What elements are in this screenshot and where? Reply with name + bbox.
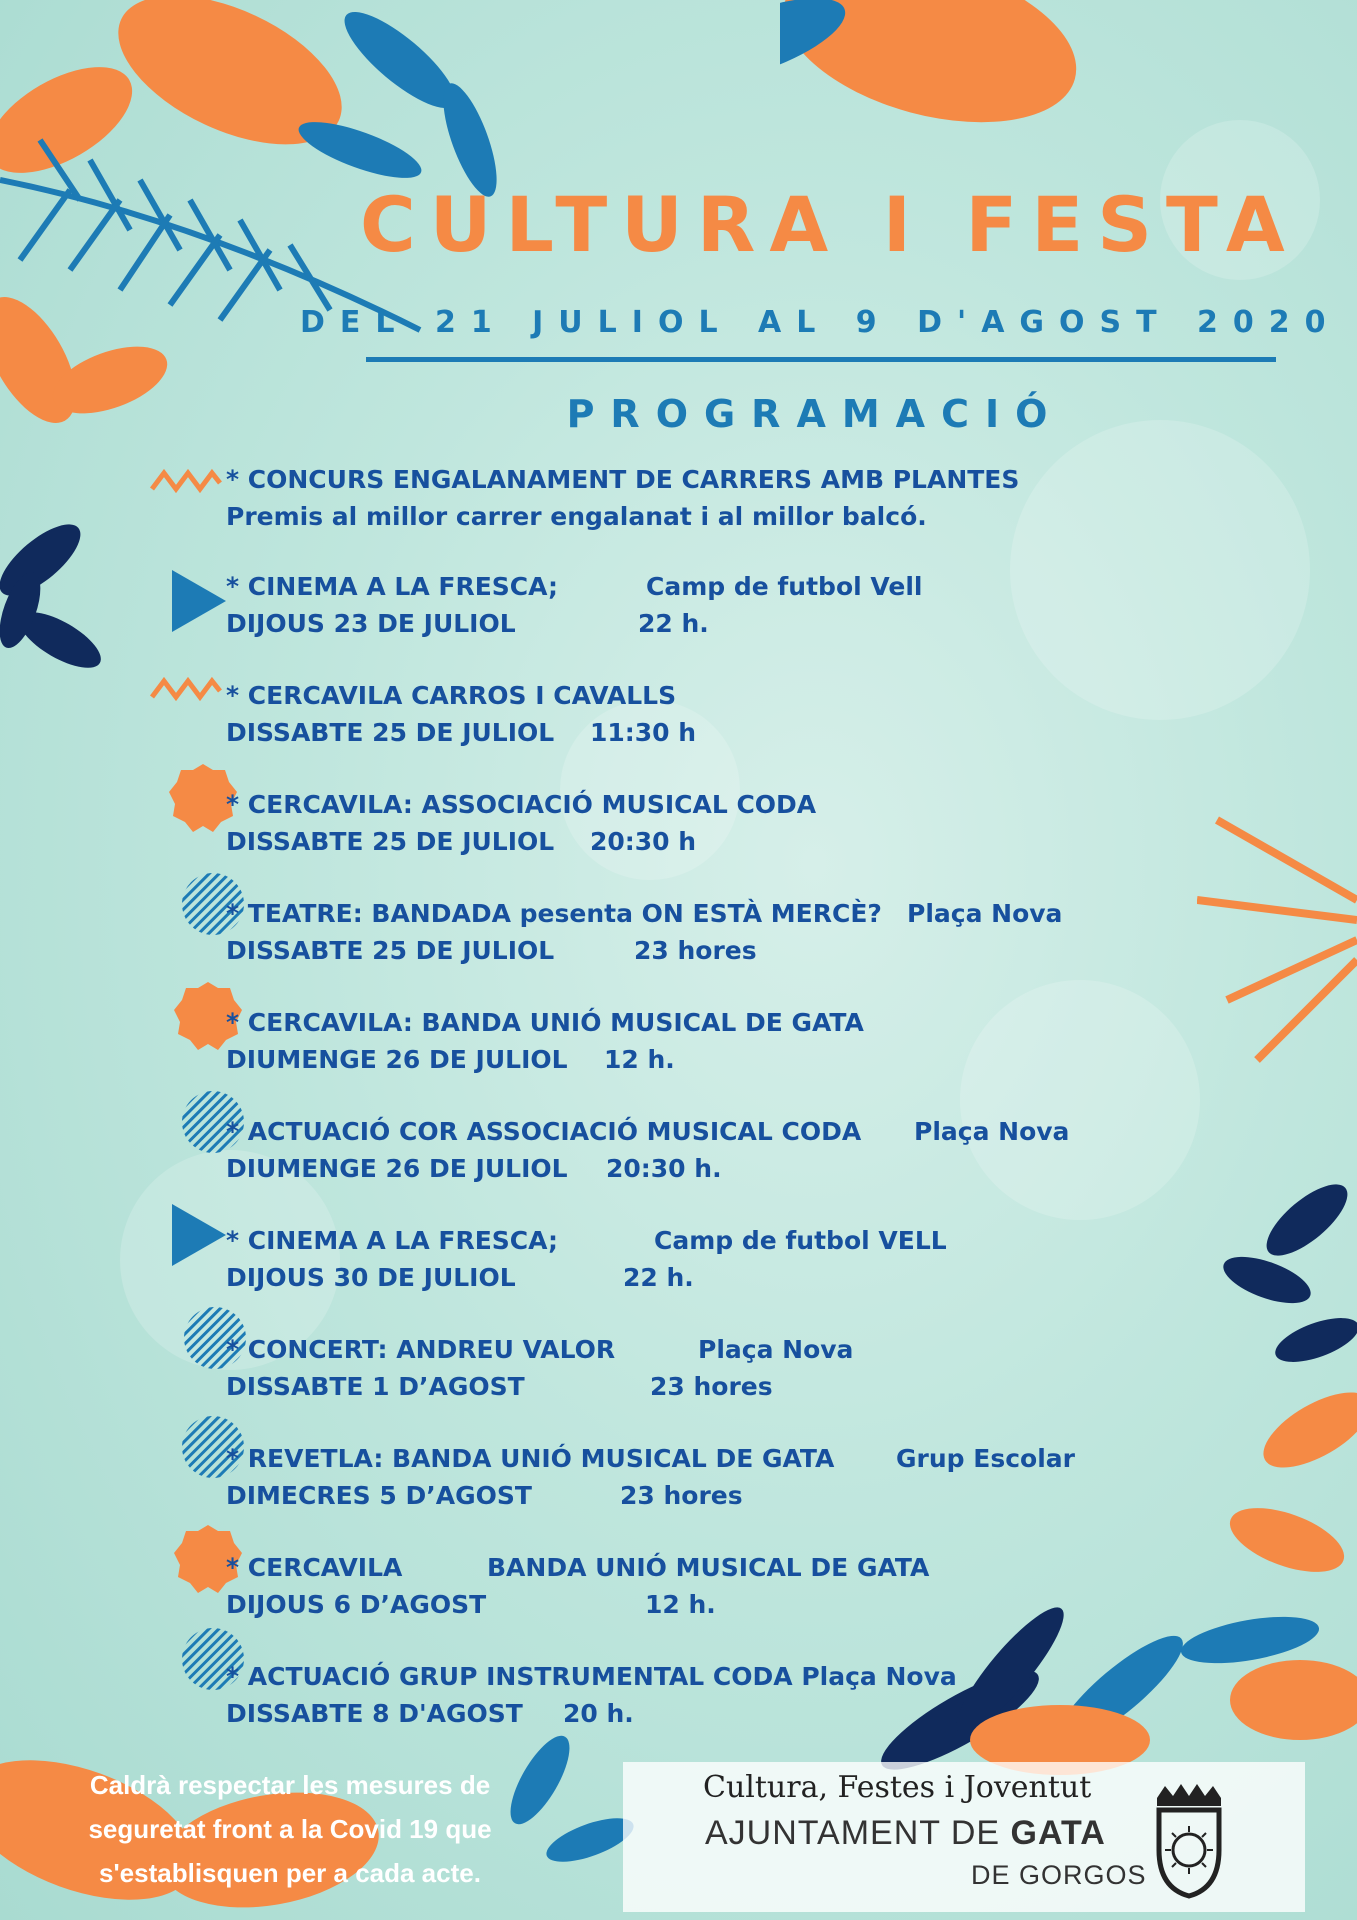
event-time: 20:30 h xyxy=(590,827,697,856)
date-range-subtitle: DEL 21 JULIOL AL 9 D'AGOST 2020 xyxy=(300,305,1341,340)
event-title: * CINEMA A LA FRESCA; xyxy=(226,572,558,601)
event-time: 11:30 h xyxy=(590,718,697,747)
event-date: DIUMENGE 26 DE JULIOL xyxy=(226,1154,568,1183)
event-item xyxy=(0,465,1357,555)
event-place: Grup Escolar xyxy=(896,1444,1075,1473)
zigzag-icon xyxy=(150,467,222,493)
event-date: DISSABTE 8 D'AGOST xyxy=(226,1699,523,1728)
zigzag-icon xyxy=(150,675,222,701)
event-place: Plaça Nova xyxy=(698,1335,854,1364)
event-title: * CERCAVILA: BANDA UNIÓ MUSICAL DE GATA xyxy=(226,1008,864,1037)
event-date: DISSABTE 25 DE JULIOL xyxy=(226,718,555,747)
event-title: * CONCURS ENGALANAMENT DE CARRERS AMB PLANTES xyxy=(226,465,1020,494)
event-time: 12 h. xyxy=(645,1590,716,1619)
event-date: DIUMENGE 26 DE JULIOL xyxy=(226,1045,568,1074)
logo-town-suffix: DE GORGOS xyxy=(971,1860,1147,1890)
notice-line: Caldrà respectar les mesures de xyxy=(89,1770,491,1800)
event-title: * REVETLA: BANDA UNIÓ MUSICAL DE GATA xyxy=(226,1444,835,1473)
event-time: 23 hores xyxy=(650,1372,773,1401)
event-title: * ACTUACIÓ COR ASSOCIACIÓ MUSICAL CODA xyxy=(226,1117,862,1146)
event-title: * CERCAVILA: ASSOCIACIÓ MUSICAL CODA xyxy=(226,790,817,819)
event-item xyxy=(0,1662,1357,1752)
event-item xyxy=(0,681,1357,771)
poster-title: CULTURA I FESTA xyxy=(360,180,1299,269)
event-item xyxy=(0,1008,1357,1098)
event-time: 22 h. xyxy=(623,1263,694,1292)
event-time: 20 h. xyxy=(563,1699,634,1728)
program-heading: PROGRAMACIÓ xyxy=(566,392,1064,436)
logo-town-name: GATA xyxy=(1010,1814,1106,1852)
tropical-leaves-top-right xyxy=(780,0,1340,200)
event-item xyxy=(0,899,1357,989)
logo-council-name xyxy=(705,1814,1106,1853)
event-item xyxy=(0,1226,1357,1316)
event-place: Camp de futbol Vell xyxy=(646,572,923,601)
event-title: * CERCAVILA CARROS I CAVALLS xyxy=(226,681,677,710)
notice-line: seguretat front a la Covid 19 que xyxy=(88,1814,492,1844)
event-title: * CERCAVILA xyxy=(226,1553,403,1582)
event-time: 22 h. xyxy=(638,609,709,638)
event-title: * TEATRE: BANDADA pesenta ON ESTÀ MERCÈ? xyxy=(226,899,882,928)
event-place: Plaça Nova xyxy=(914,1117,1070,1146)
event-time: 12 h. xyxy=(604,1045,675,1074)
event-item xyxy=(0,1117,1357,1207)
event-title: * CINEMA A LA FRESCA; xyxy=(226,1226,558,1255)
notice-line: s'establisquen per a cada acte. xyxy=(99,1858,481,1888)
event-date: DIMECRES 5 D’AGOST xyxy=(226,1481,532,1510)
event-title: * ACTUACIÓ GRUP INSTRUMENTAL CODA Plaça Nova xyxy=(226,1662,957,1691)
event-date: DIJOUS 30 DE JULIOL xyxy=(226,1263,516,1292)
event-place: BANDA UNIÓ MUSICAL DE GATA xyxy=(487,1553,930,1582)
event-title: * CONCERT: ANDREU VALOR xyxy=(226,1335,616,1364)
coat-of-arms-icon xyxy=(1151,1780,1227,1900)
covid-notice xyxy=(40,1763,540,1895)
logo-department: Cultura, Festes i Joventut xyxy=(703,1770,1092,1805)
event-item xyxy=(0,1335,1357,1425)
event-place: Camp de futbol VELL xyxy=(654,1226,947,1255)
divider xyxy=(366,357,1276,362)
event-item xyxy=(0,790,1357,880)
municipal-logo xyxy=(623,1762,1305,1912)
event-date: DISSABTE 25 DE JULIOL xyxy=(226,936,555,965)
event-item xyxy=(0,1444,1357,1534)
event-place: Plaça Nova xyxy=(907,899,1063,928)
event-time: 23 hores xyxy=(620,1481,743,1510)
event-time: 23 hores xyxy=(634,936,757,965)
event-time: 20:30 h. xyxy=(606,1154,722,1183)
event-date: DIJOUS 23 DE JULIOL xyxy=(226,609,516,638)
triangle-icon xyxy=(172,1204,226,1266)
event-item xyxy=(0,572,1357,662)
event-date: DIJOUS 6 D’AGOST xyxy=(226,1590,487,1619)
event-date: Premis al millor carrer engalanat i al millor balcó. xyxy=(226,502,927,531)
event-date: DISSABTE 1 D’AGOST xyxy=(226,1372,525,1401)
event-date: DISSABTE 25 DE JULIOL xyxy=(226,827,555,856)
triangle-icon xyxy=(172,570,226,632)
logo-council-prefix: AJUNTAMENT DE xyxy=(705,1814,1011,1852)
